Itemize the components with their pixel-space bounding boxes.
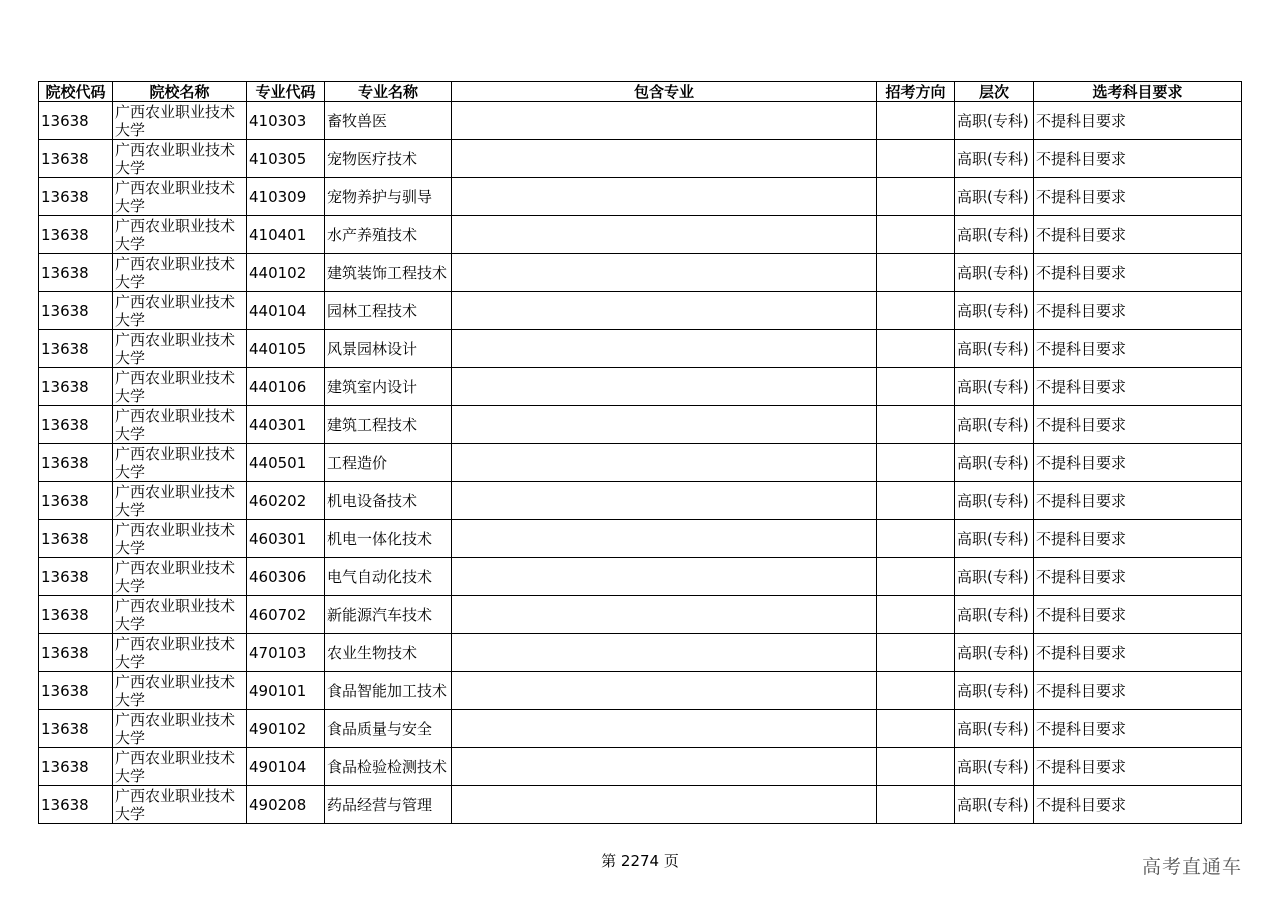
header-major-name: 专业名称 (325, 82, 452, 102)
cell-direction (877, 140, 955, 178)
table-row (39, 520, 1242, 558)
cell-major-name: 宠物医疗技术 (325, 140, 452, 178)
header-row (39, 82, 1242, 102)
cell-school-name: 广西农业职业技术大学 (113, 710, 247, 748)
cell-major-name: 药品经营与管理 (325, 786, 452, 824)
cell-subject-requirement: 不提科目要求 (1034, 406, 1242, 444)
cell-included-majors (452, 102, 877, 140)
table-row (39, 216, 1242, 254)
cell-subject-requirement: 不提科目要求 (1034, 672, 1242, 710)
header-level: 层次 (955, 82, 1034, 102)
cell-direction (877, 748, 955, 786)
cell-included-majors (452, 140, 877, 178)
cell-level: 高职(专科) (955, 330, 1034, 368)
cell-level: 高职(专科) (955, 748, 1034, 786)
cell-school-code: 13638 (39, 748, 113, 786)
cell-major-name: 风景园林设计 (325, 330, 452, 368)
cell-direction (877, 672, 955, 710)
cell-school-name: 广西农业职业技术大学 (113, 444, 247, 482)
cell-direction (877, 786, 955, 824)
cell-included-majors (452, 254, 877, 292)
table-row (39, 710, 1242, 748)
cell-major-code: 410305 (247, 140, 325, 178)
cell-major-code: 460306 (247, 558, 325, 596)
cell-level: 高职(专科) (955, 368, 1034, 406)
cell-subject-requirement: 不提科目要求 (1034, 482, 1242, 520)
table-row (39, 786, 1242, 824)
cell-level: 高职(专科) (955, 672, 1034, 710)
cell-subject-requirement: 不提科目要求 (1034, 710, 1242, 748)
cell-direction (877, 254, 955, 292)
cell-school-name: 广西农业职业技术大学 (113, 292, 247, 330)
cell-school-name: 广西农业职业技术大学 (113, 558, 247, 596)
cell-major-code: 440301 (247, 406, 325, 444)
cell-school-name: 广西农业职业技术大学 (113, 216, 247, 254)
cell-level: 高职(专科) (955, 292, 1034, 330)
cell-level: 高职(专科) (955, 596, 1034, 634)
cell-direction (877, 292, 955, 330)
cell-school-code: 13638 (39, 102, 113, 140)
cell-school-code: 13638 (39, 786, 113, 824)
cell-level: 高职(专科) (955, 786, 1034, 824)
cell-school-name: 广西农业职业技术大学 (113, 178, 247, 216)
cell-direction (877, 482, 955, 520)
table-row (39, 634, 1242, 672)
table-row (39, 444, 1242, 482)
cell-major-code: 410303 (247, 102, 325, 140)
cell-included-majors (452, 748, 877, 786)
header-direction: 招考方向 (877, 82, 955, 102)
cell-included-majors (452, 558, 877, 596)
cell-school-code: 13638 (39, 482, 113, 520)
cell-major-name: 机电一体化技术 (325, 520, 452, 558)
cell-school-name: 广西农业职业技术大学 (113, 520, 247, 558)
cell-included-majors (452, 216, 877, 254)
cell-major-name: 园林工程技术 (325, 292, 452, 330)
cell-direction (877, 368, 955, 406)
cell-major-name: 建筑工程技术 (325, 406, 452, 444)
cell-school-code: 13638 (39, 406, 113, 444)
cell-included-majors (452, 672, 877, 710)
cell-major-code: 490104 (247, 748, 325, 786)
cell-school-code: 13638 (39, 216, 113, 254)
cell-school-code: 13638 (39, 710, 113, 748)
table-row (39, 368, 1242, 406)
cell-direction (877, 710, 955, 748)
cell-major-code: 490208 (247, 786, 325, 824)
cell-major-name: 食品智能加工技术 (325, 672, 452, 710)
cell-subject-requirement: 不提科目要求 (1034, 102, 1242, 140)
cell-school-code: 13638 (39, 292, 113, 330)
cell-school-name: 广西农业职业技术大学 (113, 102, 247, 140)
cell-school-code: 13638 (39, 672, 113, 710)
cell-school-code: 13638 (39, 596, 113, 634)
cell-level: 高职(专科) (955, 140, 1034, 178)
cell-major-name: 宠物养护与驯导 (325, 178, 452, 216)
cell-subject-requirement: 不提科目要求 (1034, 520, 1242, 558)
cell-level: 高职(专科) (955, 254, 1034, 292)
cell-school-code: 13638 (39, 178, 113, 216)
cell-direction (877, 406, 955, 444)
cell-major-code: 410401 (247, 216, 325, 254)
cell-school-code: 13638 (39, 368, 113, 406)
table-row (39, 748, 1242, 786)
cell-level: 高职(专科) (955, 634, 1034, 672)
cell-direction (877, 216, 955, 254)
header-school-name: 院校名称 (113, 82, 247, 102)
cell-major-name: 食品质量与安全 (325, 710, 452, 748)
cell-major-code: 490102 (247, 710, 325, 748)
cell-level: 高职(专科) (955, 444, 1034, 482)
cell-subject-requirement: 不提科目要求 (1034, 178, 1242, 216)
cell-subject-requirement: 不提科目要求 (1034, 634, 1242, 672)
cell-major-name: 工程造价 (325, 444, 452, 482)
cell-included-majors (452, 710, 877, 748)
cell-school-code: 13638 (39, 330, 113, 368)
cell-major-code: 490101 (247, 672, 325, 710)
cell-major-name: 农业生物技术 (325, 634, 452, 672)
cell-major-name: 水产养殖技术 (325, 216, 452, 254)
cell-level: 高职(专科) (955, 178, 1034, 216)
cell-school-code: 13638 (39, 140, 113, 178)
cell-major-code: 410309 (247, 178, 325, 216)
cell-school-name: 广西农业职业技术大学 (113, 482, 247, 520)
cell-major-code: 440106 (247, 368, 325, 406)
cell-subject-requirement: 不提科目要求 (1034, 330, 1242, 368)
cell-major-code: 440501 (247, 444, 325, 482)
table-row (39, 330, 1242, 368)
header-major-code: 专业代码 (247, 82, 325, 102)
cell-included-majors (452, 178, 877, 216)
table-body (39, 102, 1242, 824)
table-row (39, 254, 1242, 292)
majors-table (38, 81, 1242, 824)
cell-school-code: 13638 (39, 520, 113, 558)
cell-school-name: 广西农业职业技术大学 (113, 634, 247, 672)
cell-included-majors (452, 520, 877, 558)
table-row (39, 292, 1242, 330)
cell-major-name: 建筑装饰工程技术 (325, 254, 452, 292)
cell-subject-requirement: 不提科目要求 (1034, 292, 1242, 330)
page-number: 第 2274 页 (601, 852, 679, 870)
cell-included-majors (452, 444, 877, 482)
cell-major-name: 建筑室内设计 (325, 368, 452, 406)
cell-major-name: 机电设备技术 (325, 482, 452, 520)
cell-included-majors (452, 330, 877, 368)
cell-subject-requirement: 不提科目要求 (1034, 254, 1242, 292)
header-subject-requirement: 选考科目要求 (1034, 82, 1242, 102)
cell-major-name: 电气自动化技术 (325, 558, 452, 596)
cell-school-code: 13638 (39, 444, 113, 482)
cell-direction (877, 558, 955, 596)
cell-major-code: 440104 (247, 292, 325, 330)
cell-subject-requirement: 不提科目要求 (1034, 368, 1242, 406)
cell-direction (877, 634, 955, 672)
table-row (39, 178, 1242, 216)
cell-level: 高职(专科) (955, 102, 1034, 140)
header-included-majors: 包含专业 (452, 82, 877, 102)
cell-school-code: 13638 (39, 558, 113, 596)
cell-major-code: 460301 (247, 520, 325, 558)
table-row (39, 102, 1242, 140)
cell-included-majors (452, 482, 877, 520)
cell-subject-requirement: 不提科目要求 (1034, 596, 1242, 634)
cell-direction (877, 520, 955, 558)
cell-subject-requirement: 不提科目要求 (1034, 748, 1242, 786)
cell-direction (877, 102, 955, 140)
cell-subject-requirement: 不提科目要求 (1034, 558, 1242, 596)
cell-school-name: 广西农业职业技术大学 (113, 748, 247, 786)
table-row (39, 558, 1242, 596)
cell-school-code: 13638 (39, 634, 113, 672)
cell-school-name: 广西农业职业技术大学 (113, 254, 247, 292)
cell-school-name: 广西农业职业技术大学 (113, 596, 247, 634)
cell-school-name: 广西农业职业技术大学 (113, 786, 247, 824)
cell-school-name: 广西农业职业技术大学 (113, 140, 247, 178)
cell-direction (877, 596, 955, 634)
table-row (39, 596, 1242, 634)
cell-subject-requirement: 不提科目要求 (1034, 444, 1242, 482)
table-row (39, 406, 1242, 444)
cell-included-majors (452, 292, 877, 330)
cell-direction (877, 444, 955, 482)
cell-school-name: 广西农业职业技术大学 (113, 368, 247, 406)
cell-school-name: 广西农业职业技术大学 (113, 406, 247, 444)
cell-direction (877, 330, 955, 368)
cell-included-majors (452, 406, 877, 444)
cell-major-name: 新能源汽车技术 (325, 596, 452, 634)
cell-level: 高职(专科) (955, 520, 1034, 558)
cell-major-code: 440105 (247, 330, 325, 368)
cell-level: 高职(专科) (955, 216, 1034, 254)
cell-included-majors (452, 596, 877, 634)
cell-level: 高职(专科) (955, 710, 1034, 748)
cell-subject-requirement: 不提科目要求 (1034, 216, 1242, 254)
table-row (39, 672, 1242, 710)
cell-school-name: 广西农业职业技术大学 (113, 330, 247, 368)
watermark: 高考直通车 (1142, 856, 1243, 878)
cell-subject-requirement: 不提科目要求 (1034, 140, 1242, 178)
cell-major-code: 470103 (247, 634, 325, 672)
cell-major-name: 食品检验检测技术 (325, 748, 452, 786)
cell-included-majors (452, 368, 877, 406)
cell-major-name: 畜牧兽医 (325, 102, 452, 140)
cell-school-code: 13638 (39, 254, 113, 292)
table-row (39, 482, 1242, 520)
cell-subject-requirement: 不提科目要求 (1034, 786, 1242, 824)
cell-direction (877, 178, 955, 216)
cell-level: 高职(专科) (955, 482, 1034, 520)
cell-major-code: 440102 (247, 254, 325, 292)
cell-included-majors (452, 786, 877, 824)
cell-school-name: 广西农业职业技术大学 (113, 672, 247, 710)
cell-major-code: 460702 (247, 596, 325, 634)
header-school-code: 院校代码 (39, 82, 113, 102)
cell-level: 高职(专科) (955, 558, 1034, 596)
cell-level: 高职(专科) (955, 406, 1034, 444)
table-row (39, 140, 1242, 178)
cell-major-code: 460202 (247, 482, 325, 520)
cell-included-majors (452, 634, 877, 672)
